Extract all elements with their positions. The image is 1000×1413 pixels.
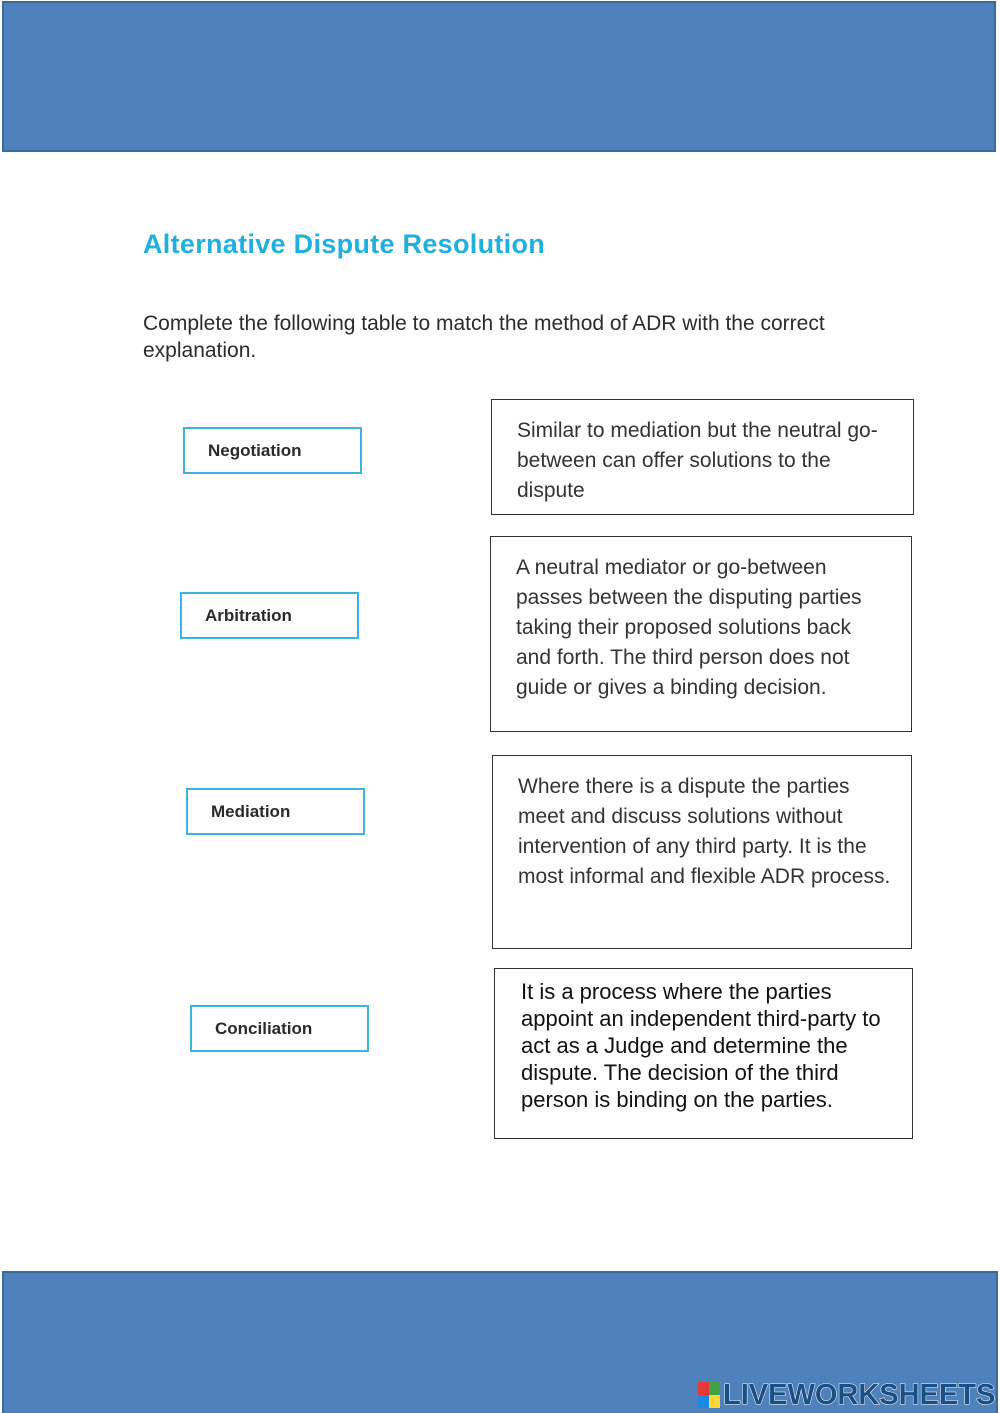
method-box-negotiation[interactable]: Negotiation xyxy=(183,427,362,474)
liveworksheets-logo-icon xyxy=(698,1382,720,1408)
explanation-box-1[interactable]: Similar to mediation but the neutral go-between can offer solutions to the dispute xyxy=(491,399,914,515)
explanation-box-3[interactable]: Where there is a dispute the parties meet and discuss solutions without intervention of any third party. It is the most informal and flexible ADR process. xyxy=(492,755,912,949)
explanation-box-2[interactable]: A neutral mediator or go-between passes between the disputing parties taking their proposed solutions back and forth. The third person does not guide or gives a binding decision. xyxy=(490,536,912,732)
explanation-box-4[interactable]: It is a process where the parties appoint an independent third-party to act as a Judge and determine the dispute. The decision of the third person is binding on the parties. xyxy=(494,968,913,1139)
instructions: Complete the following table to match the method of ADR with the correct explanation. xyxy=(143,312,825,362)
liveworksheets-logo xyxy=(698,1378,995,1412)
header-band xyxy=(2,1,996,152)
method-box-mediation[interactable]: Mediation xyxy=(186,788,365,835)
page-title: Alternative Dispute Resolution xyxy=(143,229,546,259)
method-box-conciliation[interactable]: Conciliation xyxy=(190,1005,369,1052)
logo-text: LIVEWORKSHEETS xyxy=(723,1378,996,1411)
method-box-arbitration[interactable]: Arbitration xyxy=(180,592,359,639)
